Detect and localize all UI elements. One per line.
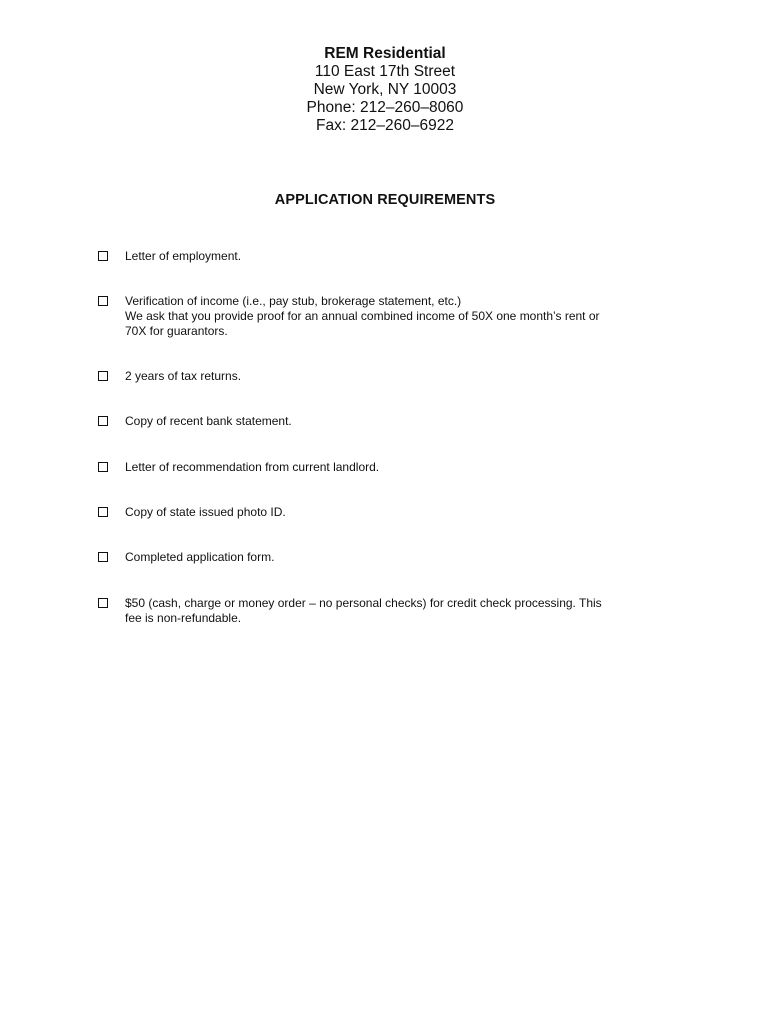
item-line: Letter of recommendation from current landlord. [125,460,380,474]
item-line: We ask that you provide proof for an annual combined income of 50X one month’s rent or [125,309,600,323]
checklist-item-text [125,414,640,429]
checklist-item-text [125,369,640,384]
checkbox[interactable] [98,371,108,381]
checkbox[interactable] [98,552,108,562]
fax-number: Fax: 212–260–6922 [316,117,454,134]
checklist-item-text [125,596,640,626]
street-address: 110 East 17th Street [314,63,456,80]
checklist-item-text [125,294,640,339]
item-line: Letter of employment. [125,249,242,263]
checkbox[interactable] [98,462,108,472]
page-title: APPLICATION REQUIREMENTS [274,192,496,208]
checkbox[interactable] [98,251,108,261]
item-line: 70X for guarantors. [125,324,228,338]
item-line: fee is non-refundable. [125,611,242,625]
checkbox[interactable] [98,598,108,608]
item-line: Copy of recent bank statement. [125,414,292,428]
checklist-item-text [125,249,640,264]
item-line: Verification of income (i.e., pay stub, brokerage statement, etc.) [125,294,462,308]
city-state-zip: New York, NY 10003 [313,81,457,98]
checklist-item-text [125,460,640,475]
checkbox[interactable] [98,507,108,517]
checklist-item-text [125,550,640,565]
phone-number: Phone: 212–260–8060 [306,99,464,116]
checkbox[interactable] [98,416,108,426]
checklist-item-text [125,505,640,520]
item-line: Completed application form. [125,550,275,564]
item-line: $50 (cash, charge or money order – no personal checks) for credit check processing. This [125,596,602,610]
item-line: 2 years of tax returns. [125,369,242,383]
company-name: REM Residential [324,45,446,62]
checkbox[interactable] [98,296,108,306]
item-line: Copy of state issued photo ID. [125,505,286,519]
